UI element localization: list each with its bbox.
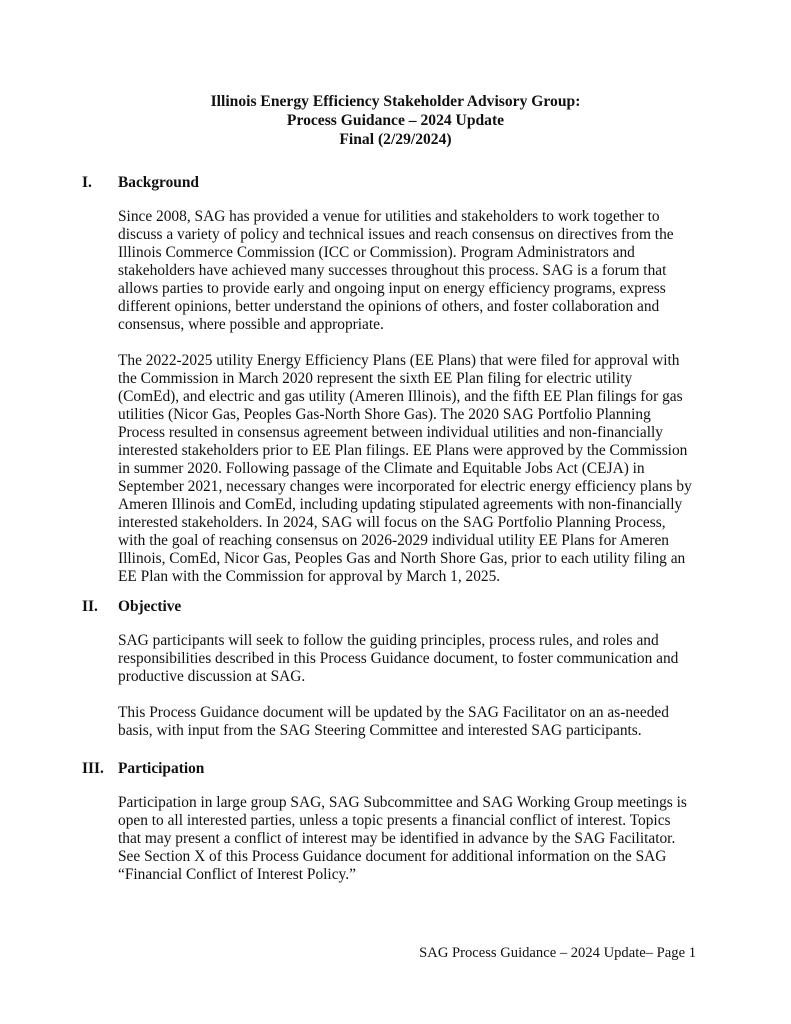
section-number: III. (82, 760, 104, 777)
paragraph (118, 208, 718, 334)
text-line: that may present a conflict of interest may be identified in advance by the SAG Facilitator. (118, 830, 676, 847)
text-line: different opinions, better understand the opinions of others, and foster collaboration and (118, 298, 660, 315)
text-line: the Commission in March 2020 represent the sixth EE Plan filing for electric utility (118, 370, 633, 387)
text-line: interested stakeholders. In 2024, SAG will focus on the SAG Portfolio Planning Process, (118, 514, 666, 531)
text-line: interested stakeholders prior to EE Plan filings. EE Plans were approved by the Commission (118, 442, 688, 459)
text-line: Process resulted in consensus agreement between individual utilities and non-financially (118, 424, 663, 441)
text-line: productive discussion at SAG. (118, 668, 306, 685)
text-line: allows parties to provide early and ongoing input on energy efficiency programs, express (118, 280, 666, 297)
page-footer: SAG Process Guidance – 2024 Update– Page 1 (419, 945, 696, 961)
text-line: open to all interested parties, unless a topic presents a financial conflict of interest. Topics (118, 812, 671, 829)
text-line: “Financial Conflict of Interest Policy.” (118, 866, 356, 883)
text-line: in summer 2020. Following passage of the Climate and Equitable Jobs Act (CEJA) in (118, 460, 645, 477)
section-number: II. (82, 598, 98, 615)
title-line-1: Illinois Energy Efficiency Stakeholder Advisory Group: (210, 93, 581, 110)
text-line: EE Plan with the Commission for approval by March 1, 2025. (118, 568, 501, 585)
section-heading-background (82, 173, 199, 192)
section-number: I. (82, 174, 92, 191)
document-title (0, 92, 791, 149)
text-line: discuss a variety of policy and technical issues and reach consensus on directives from the (118, 226, 674, 243)
text-line: Ameren Illinois and ComEd, including updating stipulated agreements with non-financially (118, 496, 683, 513)
text-line: See Section X of this Process Guidance document for additional information on the SAG (118, 848, 667, 865)
text-line: with the goal of reaching consensus on 2026-2029 individual utility EE Plans for Ameren (118, 532, 669, 549)
title-line-3: Final (2/29/2024) (339, 131, 452, 148)
paragraph (118, 794, 718, 884)
section-heading-participation (82, 759, 204, 778)
text-line: utilities (Nicor Gas, Peoples Gas-North Shore Gas). The 2020 SAG Portfolio Planning (118, 406, 651, 423)
text-line: The 2022-2025 utility Energy Efficiency Plans (EE Plans) that were filed for approval with (118, 352, 680, 369)
text-line: Illinois Commerce Commission (ICC or Commission). Program Administrators and (118, 244, 635, 261)
paragraph (118, 632, 718, 686)
text-line: (ComEd), and electric and gas utility (Ameren Illinois), and the fifth EE Plan filings for gas (118, 388, 683, 405)
text-line: consensus, where possible and appropriate. (118, 316, 384, 333)
title-line-2: Process Guidance – 2024 Update (286, 112, 505, 129)
section-heading-objective (82, 597, 181, 616)
paragraph (118, 704, 718, 740)
paragraph (118, 352, 718, 586)
text-line: Illinois, ComEd, Nicor Gas, Peoples Gas and North Shore Gas, prior to each utility filing an (118, 550, 686, 567)
text-line: basis, with input from the SAG Steering Committee and interested SAG participants. (118, 722, 642, 739)
section-title: Participation (118, 760, 205, 777)
section-title: Objective (118, 598, 182, 615)
section-title: Background (118, 174, 199, 191)
text-line: Since 2008, SAG has provided a venue for utilities and stakeholders to work together to (118, 208, 660, 225)
text-line: This Process Guidance document will be updated by the SAG Facilitator on an as-needed (118, 704, 669, 721)
text-line: Participation in large group SAG, SAG Subcommittee and SAG Working Group meetings is (118, 794, 687, 811)
text-line: stakeholders have achieved many successes throughout this process. SAG is a forum that (118, 262, 667, 279)
text-line: SAG participants will seek to follow the guiding principles, process rules, and roles and (118, 632, 659, 649)
text-line: responsibilities described in this Process Guidance document, to foster communication and (118, 650, 679, 667)
text-line: September 2021, necessary changes were incorporated for electric energy efficiency plans by (118, 478, 692, 495)
